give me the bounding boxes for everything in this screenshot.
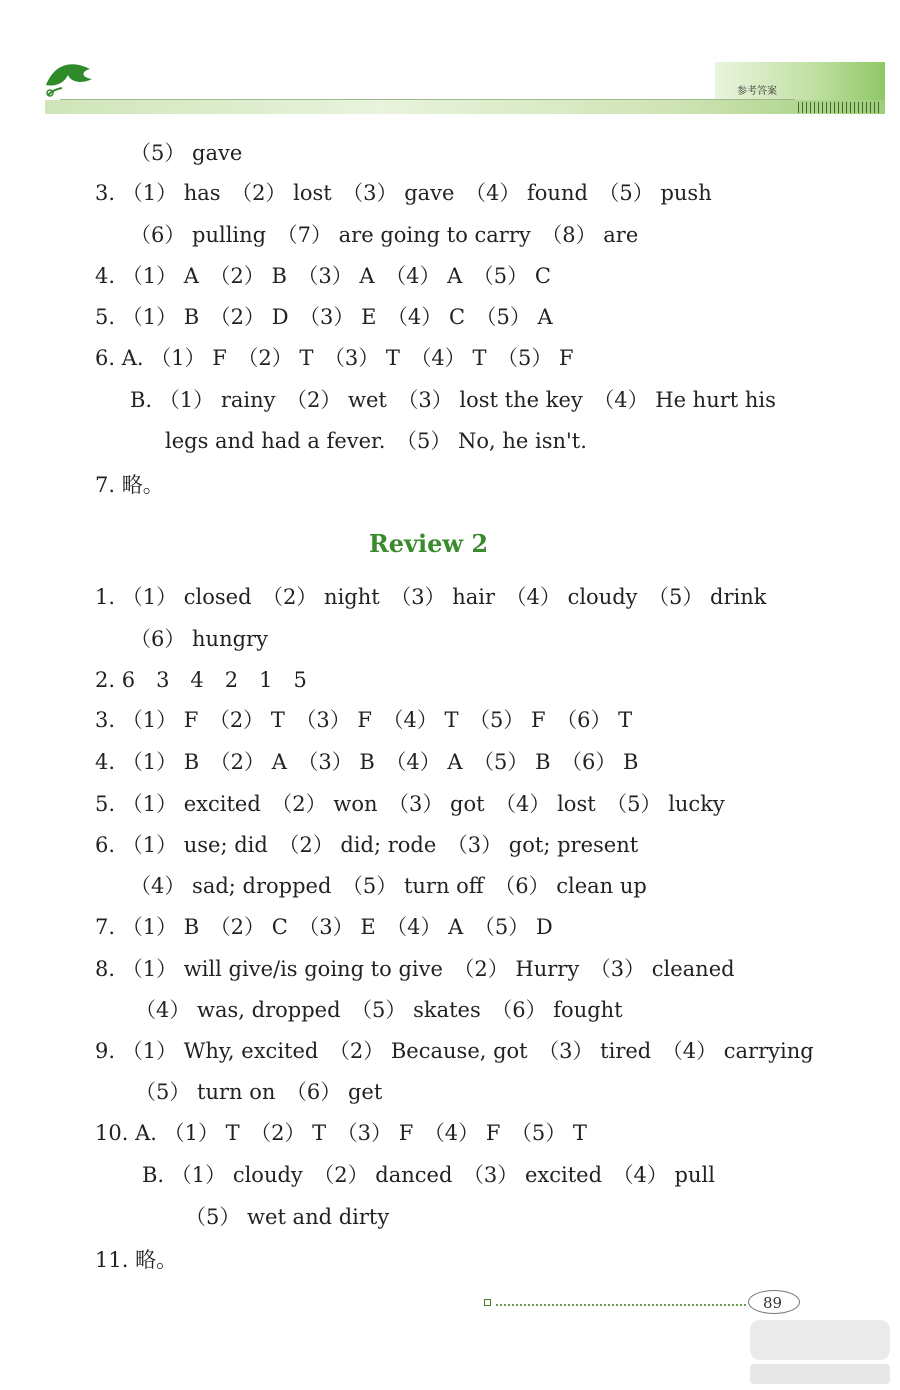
- answer-line: 5. （1） B （2） D （3） E （4） C （5） A: [95, 305, 553, 329]
- answer-line: （5） wet and dirty: [185, 1205, 390, 1229]
- header-title: 参考答案: [737, 86, 777, 97]
- answer-line: 6. （1） use; did （2） did; rode （3） got; present: [95, 833, 639, 857]
- answer-line: 7. （1） B （2） C （3） E （4） A （5） D: [95, 915, 553, 939]
- header-band: [45, 100, 885, 114]
- answer-line: 8. （1） will give/is going to give （2） Hurry （3） cleaned: [95, 957, 735, 981]
- answer-line: B. （1） cloudy （2） danced （3） excited （4） pull: [142, 1163, 715, 1187]
- page-number: 89: [763, 1294, 783, 1312]
- answer-line: 9. （1） Why, excited （2） Because, got （3） tired （4） carrying: [95, 1039, 814, 1063]
- answer-line: 11. 略。: [95, 1248, 178, 1272]
- footer-dotted-rule: [496, 1304, 746, 1306]
- answer-line: （4） was, dropped （5） skates （6） fought: [135, 998, 623, 1022]
- footer-square-icon: [484, 1299, 491, 1306]
- leaf-icon: [40, 55, 100, 99]
- answer-line: 7. 略。: [95, 473, 164, 497]
- answer-line: （6） hungry: [130, 627, 268, 651]
- answer-line: 3. （1） has （2） lost （3） gave （4） found （5） push: [95, 181, 712, 205]
- answer-line: 6. A. （1） F （2） T （3） T （4） T （5） F: [95, 346, 574, 370]
- answer-line: 5. （1） excited （2） won （3） got （4） lost （5） lucky: [95, 792, 725, 816]
- answer-line: （6） pulling （7） are going to carry （8） are: [130, 223, 639, 247]
- header-rule: [60, 99, 795, 100]
- answer-line: legs and had a fever. （5） No, he isn't.: [165, 429, 587, 453]
- answer-line: 4. （1） B （2） A （3） B （4） A （5） B （6） B: [95, 750, 639, 774]
- header-ticks: [798, 102, 882, 113]
- answer-line: B. （1） rainy （2） wet （3） lost the key （4） He hurt his: [130, 388, 776, 412]
- answer-line: 10. A. （1） T （2） T （3） F （4） F （5） T: [95, 1121, 587, 1145]
- section-title: Review 2: [368, 529, 489, 558]
- answer-line: （4） sad; dropped （5） turn off （6） clean up: [130, 874, 647, 898]
- answer-line: （5） turn on （6） get: [135, 1080, 383, 1104]
- answer-line: 3. （1） F （2） T （3） F （4） T （5） F （6） T: [95, 708, 633, 732]
- answer-line: 1. （1） closed （2） night （3） hair （4） cloudy （5） drink: [95, 585, 767, 609]
- answer-line: 4. （1） A （2） B （3） A （4） A （5） C: [95, 264, 551, 288]
- answer-line: 2. 6 3 4 2 1 5: [95, 668, 307, 692]
- watermark-logo: [740, 1300, 900, 1390]
- answer-line: （5） gave: [130, 141, 243, 165]
